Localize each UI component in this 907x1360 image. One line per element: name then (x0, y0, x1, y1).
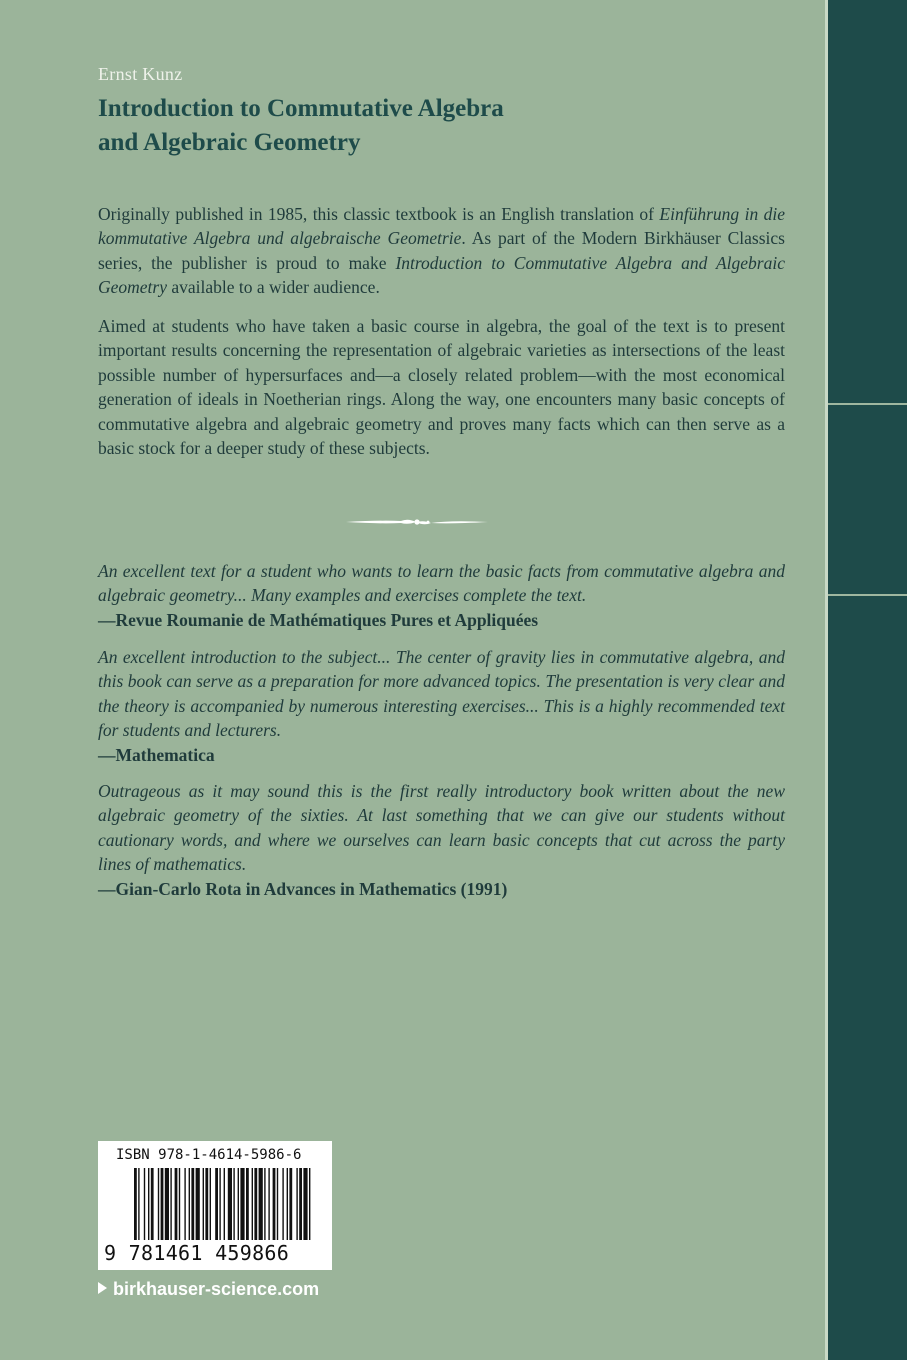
barcode-bar (151, 1168, 154, 1240)
barcode-bar (254, 1168, 257, 1240)
website-text: birkhauser-science.com (113, 1279, 320, 1299)
title-line-1: Introduction to Commutative Algebra (98, 95, 504, 122)
barcode-bar (179, 1168, 180, 1240)
spine-divider-line (828, 594, 907, 596)
isbn-barcode (98, 1141, 332, 1270)
spine-divider-line (828, 403, 907, 405)
barcode-bar (277, 1168, 278, 1240)
review-quote (98, 645, 785, 767)
barcode-bar (148, 1168, 149, 1240)
barcode-bar (158, 1168, 159, 1240)
barcode-bar (273, 1168, 276, 1240)
isbn-label: ISBN 978-1-4614-5986-6 (116, 1147, 302, 1163)
barcode-bar (246, 1168, 249, 1240)
spine-strip (825, 0, 907, 1360)
barcode-bar (196, 1168, 200, 1240)
barcode-bar (303, 1168, 307, 1240)
review-source: —Revue Roumanie de Mathématiques Pures et Appliquées (98, 609, 539, 630)
barcode-bar (252, 1168, 253, 1240)
author-name: Ernst Kunz (98, 64, 183, 84)
review-text: An excellent introduction to the subject... The center of gravity lies in commutative algebra, and this book can serve as a preparation for more advanced topics. The presentation is very clear and the theory is accompanied by numerous interesting exercises... This is a highly recommended text for students and lecturers. (98, 647, 785, 741)
barcode-bar (138, 1168, 139, 1240)
review-quote (98, 779, 785, 901)
barcode-bar (309, 1168, 310, 1240)
original-title-italic: Einführung in die kommutative Algebra und algebraische Geometrie (98, 204, 785, 249)
review-source: —Gian-Carlo Rota in Advances in Mathematics (1991) (98, 878, 508, 899)
barcode-bar (268, 1168, 269, 1240)
book-title (98, 92, 798, 160)
review-source: —Mathematica (98, 744, 215, 765)
barcode-bar (264, 1168, 265, 1240)
description-paragraph-2 (98, 314, 785, 460)
barcode-bar (175, 1168, 178, 1240)
review-text: An excellent text for a student who wants to learn the basic facts from commutative algebra and algebraic geometry... Many examples and exercises complete the text. (98, 561, 785, 606)
barcode-bar (165, 1168, 169, 1240)
barcode-digits: 9 781461 459866 (104, 1241, 290, 1265)
barcode-bar (219, 1168, 220, 1240)
barcode-bar (215, 1168, 218, 1240)
barcode-bar (224, 1168, 225, 1240)
barcode-bar (161, 1168, 164, 1240)
barcode-bar (184, 1168, 185, 1240)
barcode-bar (289, 1168, 292, 1240)
barcode-bar (228, 1168, 232, 1240)
barcode-bar (170, 1168, 171, 1240)
barcode-bar (259, 1168, 263, 1240)
description-text: available to a wider audience. (167, 277, 380, 298)
barcode-bar (134, 1168, 137, 1240)
barcode-bar (238, 1168, 239, 1240)
barcode-bar (233, 1168, 234, 1240)
play-arrow-icon (98, 1282, 107, 1294)
barcode-bar (205, 1168, 208, 1240)
description-text: Originally published in 1985, this classic textbook is an English translation of (98, 204, 660, 224)
book-title-italic: Introduction to Commutative Algebra and Algebraic Geometry (98, 252, 785, 298)
barcode-bar (296, 1168, 297, 1240)
barcode-bar (287, 1168, 288, 1240)
description-text: Aimed at students who have taken a basic course in algebra, the goal of the text is to present important results concerning the representation of algebraic varieties as intersections of the least possible number of hypersurfaces and—a closely related problem—with the most economical generation of ideals in Noetherian rings. Along the way, one encounters many basic concepts of commutative algebra and algebraic geometry and proves many facts which can then serve as a basic stock for a deeper study of these subjects. (98, 316, 785, 459)
barcode-bar (299, 1168, 302, 1240)
barcode-bar (144, 1168, 145, 1240)
barcode-bar (240, 1168, 244, 1240)
barcode-bar (189, 1168, 190, 1240)
title-line-2: and Algebraic Geometry (98, 129, 361, 156)
description-paragraph-1 (98, 202, 785, 300)
barcode-bar (210, 1168, 211, 1240)
barcode-bars-icon (106, 1168, 324, 1240)
barcode-bar (282, 1168, 283, 1240)
barcode-bar (191, 1168, 194, 1240)
review-text: Outrageous as it may sound this is the first really introductory book written about the new algebraic geometry of the sixties. At last something that we can give our students without cautionary words, and where we ourselves can learn basic concepts that cut across the party lines of mathematics. (98, 781, 785, 875)
barcode-bar (203, 1168, 204, 1240)
review-quote (98, 559, 785, 632)
description-text: . As part of the Modern Birkhäuser Classics series, the publisher is proud to make (98, 228, 785, 273)
publisher-website-link[interactable] (98, 1279, 319, 1300)
ornament-divider-icon (346, 516, 488, 528)
